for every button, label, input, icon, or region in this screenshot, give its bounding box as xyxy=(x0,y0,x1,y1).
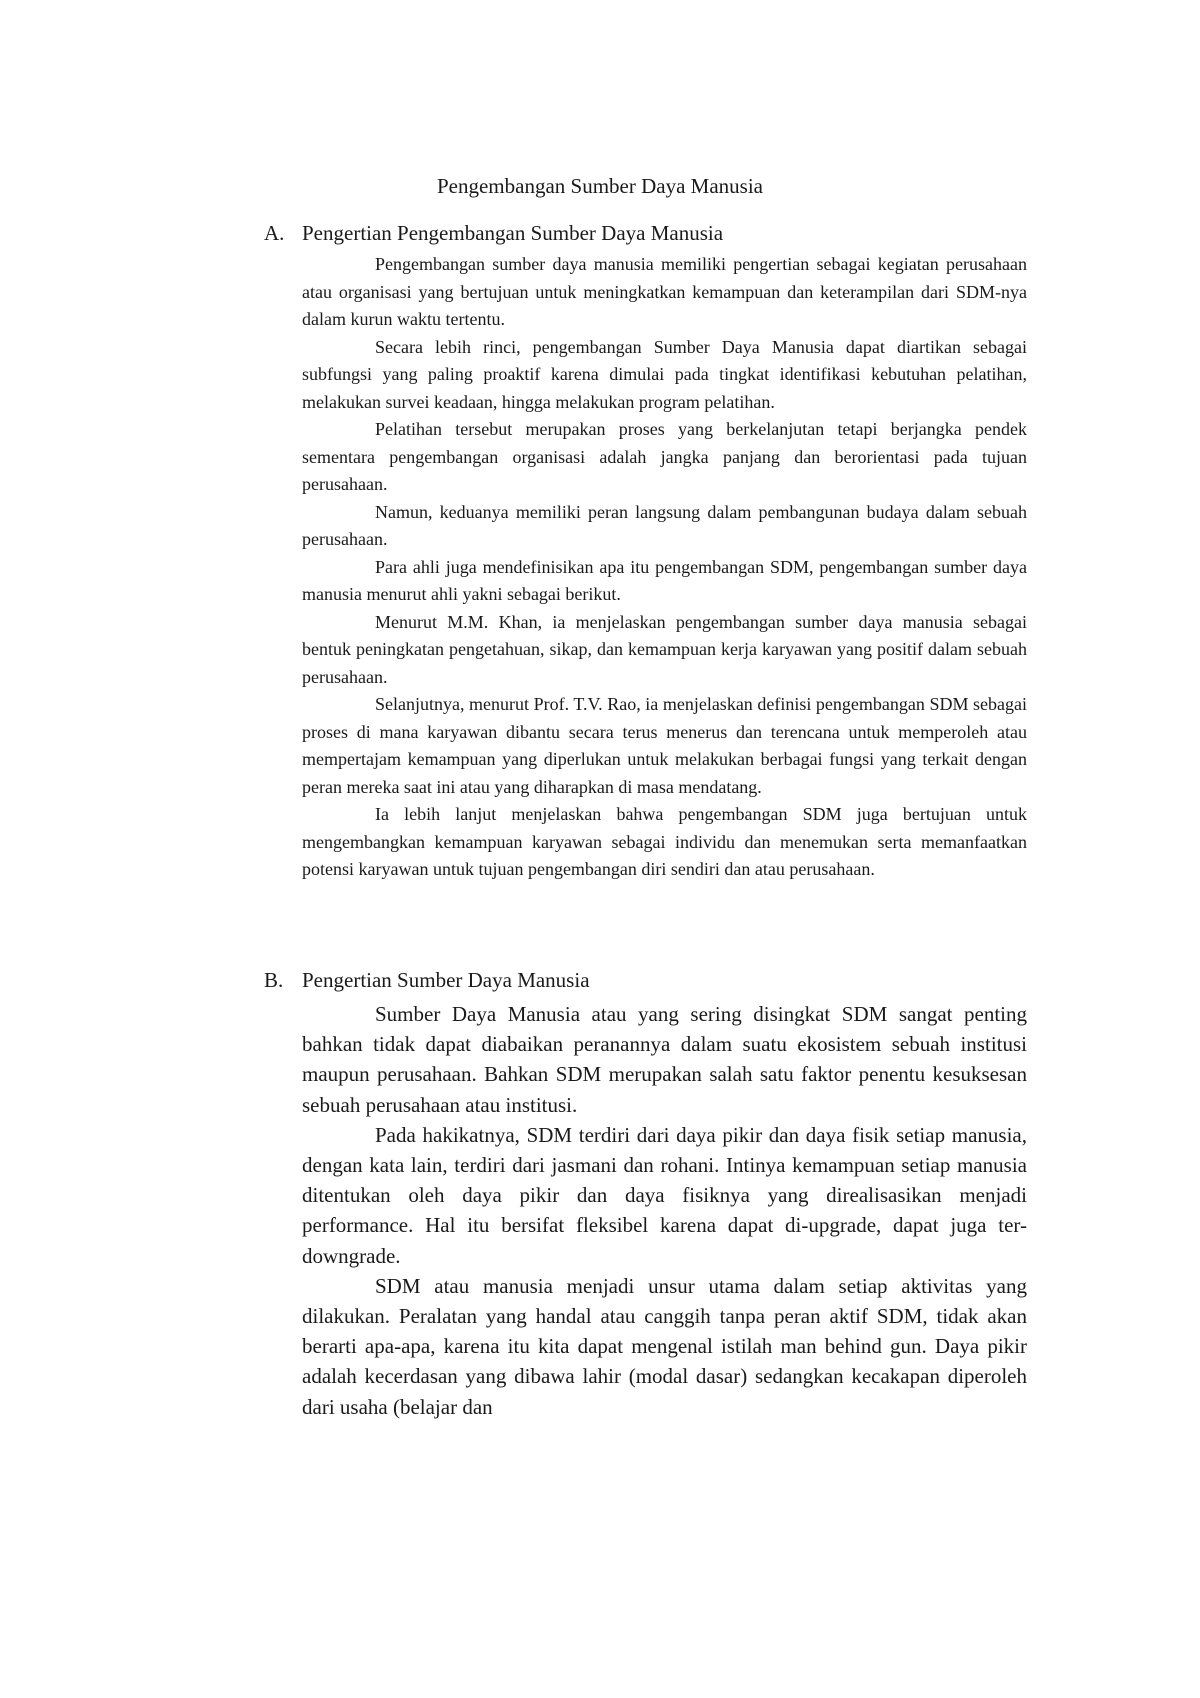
paragraph: SDM atau manusia menjadi unsur utama dalam setiap aktivitas yang dilakukan. Peralatan yang handal atau canggih tanpa peran aktif SDM, tidak akan berarti apa-apa, karena itu kita dapat mengenal istilah man behind gun. Daya pikir adalah kecerdasan yang dibawa lahir (modal dasar) sedangkan kecakapan diperoleh dari usaha (belajar dan xyxy=(302,1273,1027,1419)
paragraph: Pengembangan sumber daya manusia memiliki pengertian sebagai kegiatan perusahaan atau organisasi yang bertujuan untuk meningkatkan kemampuan dan keterampilan dari SDM-nya dalam kurun waktu tertentu. xyxy=(302,254,1027,329)
section-a-body xyxy=(302,251,1027,884)
section-a-letter: A. xyxy=(264,221,285,245)
document-title: Pengembangan Sumber Daya Manusia xyxy=(436,174,763,198)
section-b-body xyxy=(302,999,1027,1422)
paragraph: Menurut M.M. Khan, ia menjelaskan pengembangan sumber daya manusia sebagai bentuk peningkatan pengetahuan, sikap, dan kemampuan kerja karyawan yang positif dalam sebuah perusahaan. xyxy=(302,611,1027,687)
paragraph: Secara lebih rinci, pengembangan Sumber Daya Manusia dapat diartikan sebagai subfungsi yang paling proaktif karena dimulai pada tingkat identifikasi kebutuhan pelatihan, melakukan survei keadaan, hingga melakukan program pelatihan. xyxy=(302,336,1027,412)
section-b-title: Pengertian Sumber Daya Manusia xyxy=(302,968,590,992)
paragraph: Pelatihan tersebut merupakan proses yang berkelanjutan tetapi berjangka pendek sementara pengembangan organisasi adalah jangka panjang dan berorientasi pada tujuan perusahaan. xyxy=(302,419,1027,494)
paragraph: Para ahli juga mendefinisikan apa itu pengembangan SDM, pengembangan sumber daya manusia menurut ahli yakni sebagai berikut. xyxy=(302,556,1027,604)
section-b-letter: B. xyxy=(264,968,284,992)
paragraph: Selanjutnya, menurut Prof. T.V. Rao, ia menjelaskan definisi pengembangan SDM sebagai proses di mana karyawan dibantu secara terus menerus dan terencana untuk memperoleh atau mempertajam kemampuan yang diperlukan untuk melakukan berbagai fungsi yang terkait dengan peran mereka saat ini atau yang diharapkan di masa mendatang. xyxy=(302,694,1027,797)
paragraph: Pada hakikatnya, SDM terdiri dari daya pikir dan daya fisik setiap manusia, dengan kata lain, terdiri dari jasmani dan rohani. Intinya kemampuan setiap manusia ditentukan oleh daya pikir dan daya fisiknya yang direalisasikan menjadi performance. Hal itu bersifat fleksibel karena dapat di-upgrade, dapat juga ter-downgrade. xyxy=(302,1122,1027,1268)
section-a-title: Pengertian Pengembangan Sumber Daya Manusia xyxy=(302,221,724,245)
paragraph: Namun, keduanya memiliki peran langsung dalam pembangunan budaya dalam sebuah perusahaan. xyxy=(302,501,1027,549)
paragraph: Sumber Daya Manusia atau yang sering disingkat SDM sangat penting bahkan tidak dapat diabaikan peranannya dalam suatu ekosistem sebuah institusi maupun perusahaan. Bahkan SDM merupakan salah satu faktor penentu kesuksesan sebuah perusahaan atau institusi. xyxy=(302,1002,1027,1117)
paragraph: Ia lebih lanjut menjelaskan bahwa pengembangan SDM juga bertujuan untuk mengembangkan kemampuan karyawan sebagai individu dan menemukan serta memanfaatkan potensi karyawan untuk tujuan pengembangan diri sendiri dan atau perusahaan. xyxy=(302,804,1027,879)
